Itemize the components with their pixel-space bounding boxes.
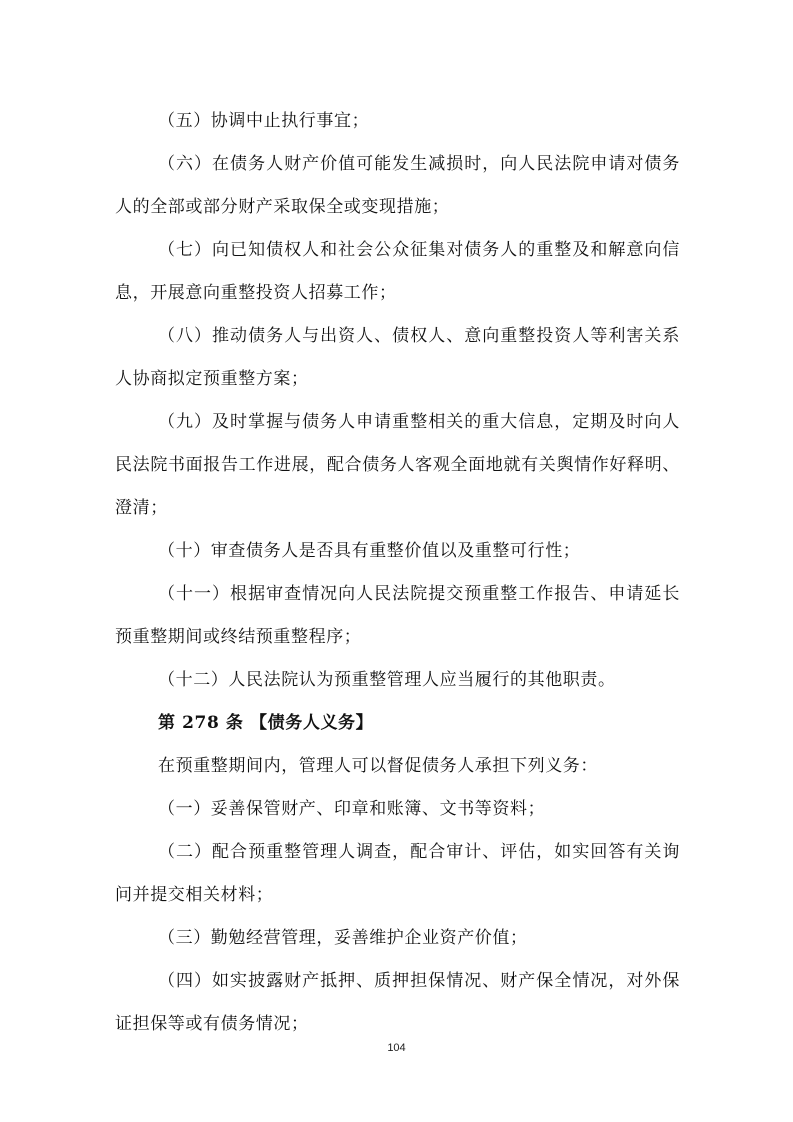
obligation-item-1: （一）妥善保管财产、印章和账簿、文书等资料； — [158, 799, 546, 819]
article-heading: 第 278 条 【债务人义务】 — [158, 713, 374, 733]
obligation-item-3: （三）勤勉经营管理，妥善维护企业资产价值； — [158, 928, 528, 948]
page-number: 104 — [387, 1042, 406, 1054]
paragraph-item-7: （七）向已知债权人和社会公众征集对债务人的重整及和解意向信息，开展意向重整投资人招募工作； — [115, 240, 680, 303]
page-content — [115, 100, 680, 1046]
paragraph-item-9: （九）及时掌握与债务人申请重整相关的重大信息，定期及时向人民法院书面报告工作进展，配合债务人客观全面地就有关舆情作好释明、澄清； — [115, 412, 680, 518]
paragraph-item-12: （十二）人民法院认为预重整管理人应当履行的其他职责。 — [158, 670, 616, 690]
paragraph-item-11: （十一）根据审查情况向人民法院提交预重整工作报告、申请延长预重整期间或终结预重整程序； — [115, 584, 680, 647]
obligation-item-4: （四）如实披露财产抵押、质押担保情况、财产保全情况，对外保证担保等或有债务情况； — [115, 971, 680, 1034]
paragraph-item-8: （八）推动债务人与出资人、债权人、意向重整投资人等利害关系人协商拟定预重整方案； — [115, 326, 680, 389]
obligation-item-2: （二）配合预重整管理人调查，配合审计、评估，如实回答有关询问并提交相关材料； — [115, 842, 680, 905]
paragraph-item-5: （五）协调中止执行事宜； — [158, 111, 370, 131]
paragraph-item-10: （十）审查债务人是否具有重整价值以及重整可行性； — [158, 541, 581, 561]
paragraph-item-6: （六）在债务人财产价值可能发生减损时，向人民法院申请对债务人的全部或部分财产采取保全或变现措施； — [115, 154, 680, 217]
article-intro: 在预重整期间内，管理人可以督促债务人承担下列义务： — [158, 756, 598, 776]
